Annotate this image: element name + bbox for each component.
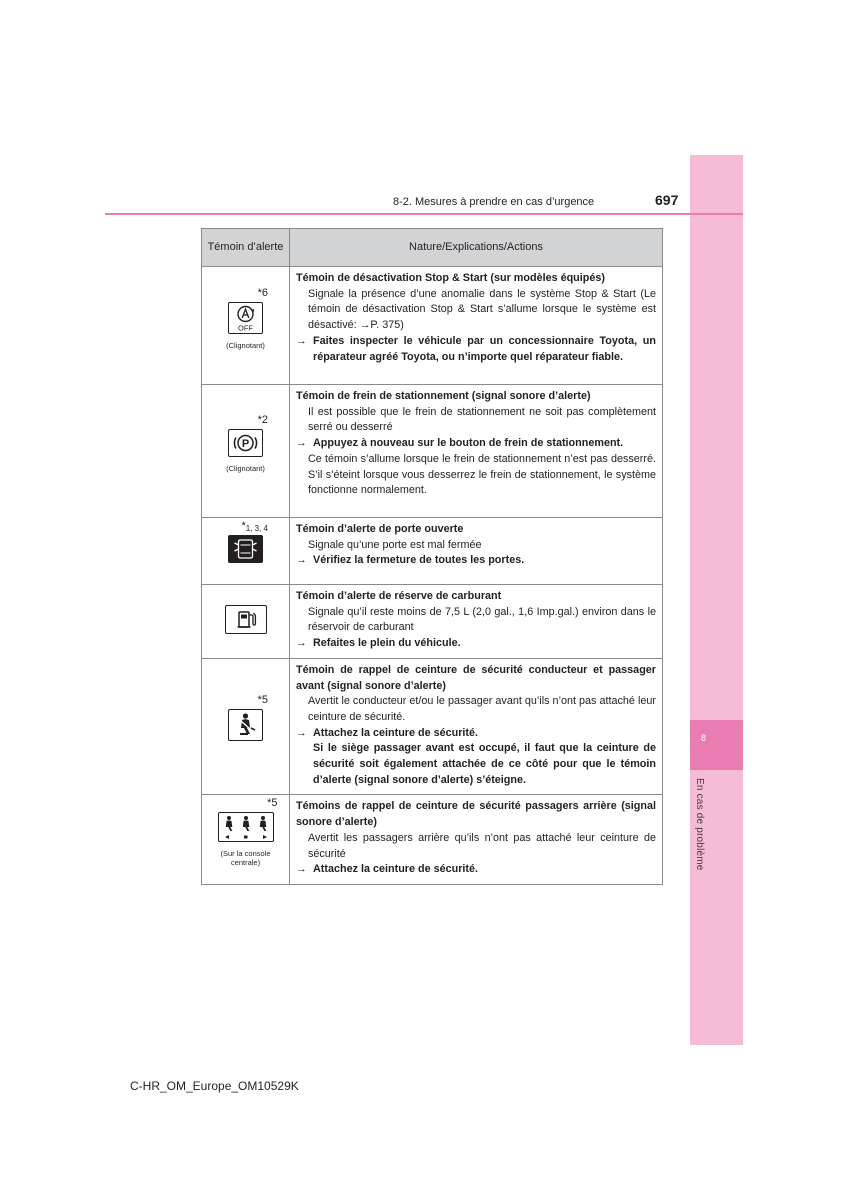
row-description: Avertit les passagers arrière qu’ils n’ont pas attaché leur ceinture de sécurité	[308, 831, 656, 860]
arrow-icon: →	[296, 726, 307, 739]
col-header-warning-light: Témoin d’alerte	[202, 229, 290, 267]
footnote-marker: $*_{1, 3, 4}$	[241, 520, 268, 533]
row-description: Signale qu’une porte est mal fermée	[308, 538, 482, 551]
seatbelt-icon	[228, 709, 263, 741]
door-open-icon	[228, 535, 263, 563]
row-title: Témoin de frein de stationnement (signal sonore d’alerte)	[296, 390, 591, 402]
table-row	[202, 518, 663, 585]
document-code: C-HR_OM_Europe_OM10529K	[130, 1079, 299, 1093]
fuel-pump-icon	[225, 605, 267, 634]
chapter-label: En cas de problème	[694, 778, 705, 871]
arrow-icon: →	[296, 554, 307, 567]
row-action: Attachez la ceinture de sécurité.	[313, 863, 479, 876]
row-description: Avertit le conducteur et/ou le passager avant qu’ils n’ont pas attaché leur ceinture de sécurité.	[308, 695, 656, 723]
footnote-marker: *2	[257, 414, 268, 426]
row-title: Témoin de désactivation Stop & Start (sur modèles équipés)	[296, 272, 605, 284]
svg-text:P: P	[241, 438, 250, 450]
row-action: Appuyez à nouveau sur le bouton de frein de stationnement.	[313, 437, 624, 450]
warning-lights-table	[201, 228, 663, 885]
arrow-icon: →	[296, 334, 307, 347]
arrow-icon: →	[296, 637, 307, 650]
row-description: Signale qu’il reste moins de 7,5 L (2,0 gal., 1,6 Imp.gal.) environ dans le réservoir de carburant	[308, 605, 656, 634]
arrow-icon: →	[296, 437, 307, 450]
footnote-marker: *5	[267, 797, 278, 810]
row-action: Vérifiez la fermeture de toutes les portes.	[313, 554, 525, 567]
chapter-side-tab	[690, 155, 743, 1045]
icon-caption: (Clignotant)	[226, 340, 265, 350]
stop-start-off-icon	[228, 302, 263, 334]
icon-caption: (Sur la console centrale)	[220, 849, 271, 868]
table-header-row	[202, 229, 663, 267]
svg-text:OFF: OFF	[238, 323, 253, 332]
row-description: Signale la présence d’une anomalie dans le système Stop & Start (Le témoin de désactivation Stop & Start s’allume lorsque le système est désactivé: →P. 375)	[308, 287, 656, 332]
row-title: Témoin d’alerte de porte ouverte	[296, 523, 464, 535]
header-rule	[105, 213, 743, 215]
row-title: Témoin de rappel de ceinture de sécurité conducteur et passager avant (signal sonore d’alerte)	[296, 663, 656, 692]
chapter-number: 8	[701, 733, 707, 743]
footnote-marker: *6	[257, 286, 268, 299]
row-title: Témoins de rappel de ceinture de sécurité passagers arrière (signal sonore d’alerte)	[296, 800, 656, 829]
row-description-extra: Ce témoin s’allume lorsque le frein de stationnement n’est pas desserré. S’il s’éteint lorsque vous desserrez le frein de stationnement, le système fonctionne normalement.	[308, 452, 656, 497]
row-description: Il est possible que le frein de stationnement ne soit pas complètement serré ou desserré	[308, 405, 656, 434]
row-action: Refaites le plein du véhicule.	[313, 637, 461, 650]
table-row	[202, 795, 663, 885]
col-header-nature: Nature/Explications/Actions	[290, 229, 663, 267]
icon-caption: (Clignotant)	[226, 464, 265, 473]
page-number: 697	[655, 192, 679, 208]
table-row	[202, 658, 663, 795]
row-action: Faites inspecter le véhicule par un concessionnaire Toyota, un réparateur agréé Toyota, ou n’importe quel réparateur fiable.	[313, 334, 656, 363]
table-row	[202, 385, 663, 518]
row-action: Attachez la ceinture de sécurité.	[313, 726, 479, 739]
chapter-side-tab-active	[690, 720, 743, 770]
arrow-icon: →	[296, 863, 307, 876]
footnote-marker: *5	[257, 693, 268, 706]
parking-brake-icon	[228, 429, 263, 457]
table-row	[202, 267, 663, 385]
table-row	[202, 585, 663, 659]
rear-seatbelt-icon	[218, 812, 274, 842]
section-title: 8-2. Mesures à prendre en cas d’urgence	[393, 196, 595, 208]
row-title: Témoin d’alerte de réserve de carburant	[296, 590, 502, 602]
row-action-note: Si le siège passager avant est occupé, il faut que la ceinture de sécurité soit également attachée de ce côté pour que le témoin d’alerte (signal sonore d’alerte) s’éteigne.	[313, 742, 656, 786]
